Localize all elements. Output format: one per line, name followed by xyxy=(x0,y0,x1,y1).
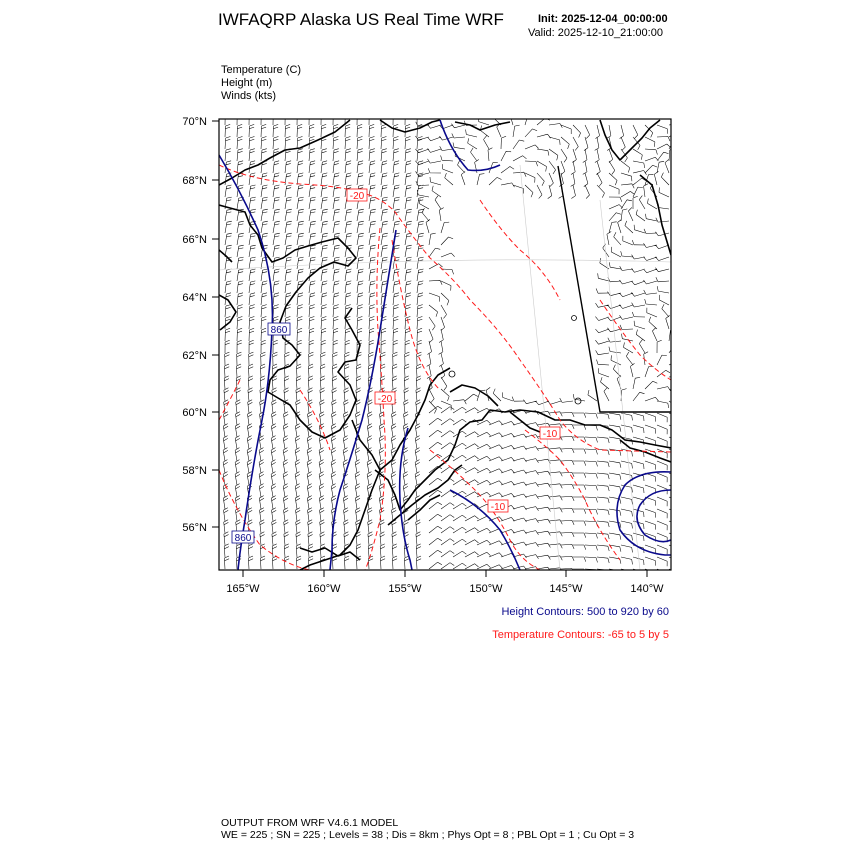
height-contours xyxy=(219,120,671,570)
lat-label-70: 70°N xyxy=(182,116,207,128)
model-settings: WE = 225 ; SN = 225 ; Levels = 38 ; Dis = 8km ; Phys Opt = 8 ; PBL Opt = 1 ; Cu Opt = 3 xyxy=(221,829,635,841)
temperature-contours-legend: Temperature Contours: -65 to 5 by 5 xyxy=(492,629,669,641)
lat-label-68: 68°N xyxy=(182,175,207,187)
temp-label-minus20-a: -20 xyxy=(349,191,365,202)
temp-label-minus10-b: -10 xyxy=(490,502,506,513)
lon-label-145: 145°W xyxy=(549,583,583,595)
map-frame xyxy=(219,119,671,570)
lat-label-62: 62°N xyxy=(182,350,207,362)
variable-height: Height (m) xyxy=(221,77,273,89)
variable-temperature: Temperature (C) xyxy=(221,64,302,76)
coastline xyxy=(219,120,671,570)
contour-labels xyxy=(232,189,560,544)
init-time: Init: 2025-12-04_00:00:00 xyxy=(538,13,668,25)
map-title: IWFAQRP Alaska US Real Time WRF xyxy=(218,10,504,29)
lon-label-150: 150°W xyxy=(469,583,503,595)
lat-label-60: 60°N xyxy=(182,407,207,419)
lon-label-160: 160°W xyxy=(307,583,341,595)
lakes xyxy=(449,316,581,405)
variable-winds: Winds (kts) xyxy=(221,90,276,102)
model-info: OUTPUT FROM WRF V4.6.1 MODEL xyxy=(221,817,399,829)
lon-label-140: 140°W xyxy=(630,583,664,595)
lon-label-155: 155°W xyxy=(388,583,422,595)
lat-label-66: 66°N xyxy=(182,234,207,246)
lon-label-165: 165°W xyxy=(226,583,260,595)
valid-time: Valid: 2025-12-10_21:00:00 xyxy=(528,27,663,39)
height-label-860-b: 860 xyxy=(234,533,252,544)
lat-label-64: 64°N xyxy=(182,292,207,304)
height-label-860-a: 860 xyxy=(270,325,288,336)
lat-label-58: 58°N xyxy=(182,465,207,477)
temp-label-minus10-a: -10 xyxy=(542,429,558,440)
border-line xyxy=(558,166,671,412)
temp-label-minus20-b: -20 xyxy=(377,394,393,405)
height-contours-legend: Height Contours: 500 to 920 by 60 xyxy=(501,606,669,618)
lat-label-56: 56°N xyxy=(182,522,207,534)
